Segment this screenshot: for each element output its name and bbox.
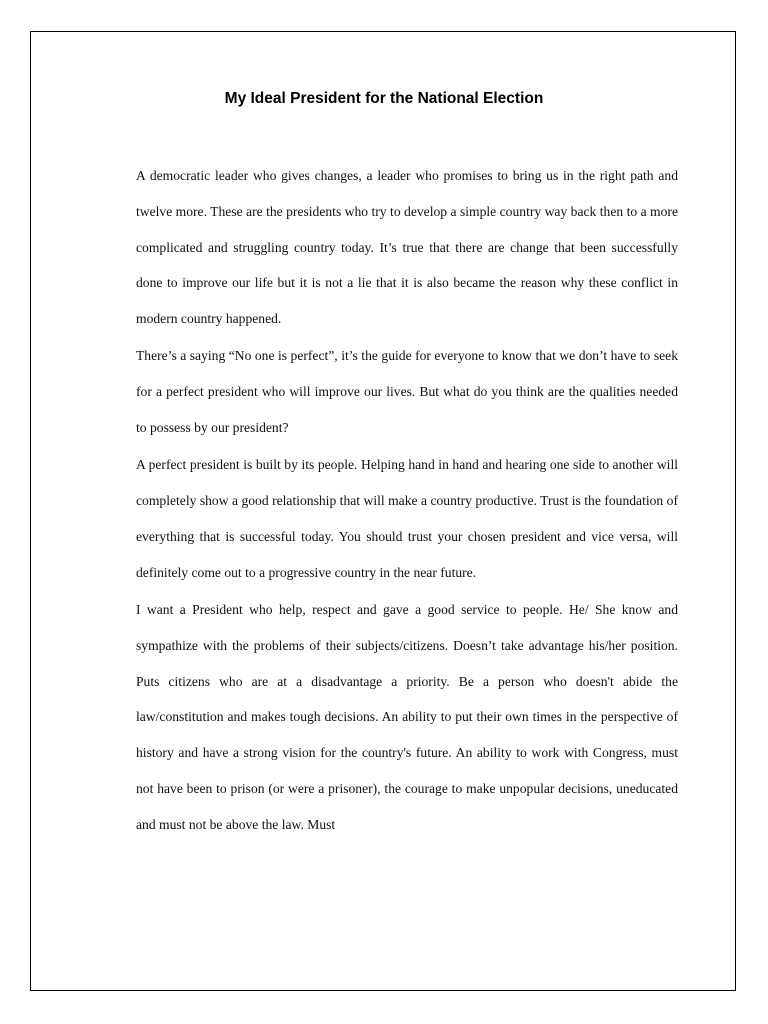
paragraph-2: There’s a saying “No one is perfect”, it’s the guide for everyone to know that we don’t have to seek for a perfect president who will improve our lives. But what do you think are the qualities needed to possess by our president? [136, 348, 678, 436]
document-title: My Ideal President for the National Election [224, 90, 544, 107]
paragraph-1: A democratic leader who gives changes, a leader who promises to bring us in the right path and twelve more. These are the presidents who try to develop a simple country way back then to a more complicated and struggling country today. It’s true that there are change that been successfully done to improve our life but it is not a lie that it is also became the reason why these conflict in modern country happened. [136, 168, 678, 327]
paragraph-4: I want a President who help, respect and gave a good service to people. He/ She know and sympathize with the problems of their subjects/citizens. Doesn’t take advantage his/her position. Puts citizens who are at a disadvantage a priority. Be a person who doesn't abide the law/constitution and makes tough decisions. An ability to put their own times in the perspective of history and have a strong vision for the country's future. An ability to work with Congress, must not have been to prison (or were a prisoner), the courage to make unpopular decisions, uneducated and must not be above the law. Must [136, 602, 678, 832]
document-body [136, 158, 678, 844]
paragraph-3: A perfect president is built by its people. Helping hand in hand and hearing one side to another will completely show a good relationship that will make a country productive. Trust is the foundation of everything that is successful today. You should trust your chosen president and vice versa, will definitely come out to a progressive country in the near future. [136, 457, 678, 580]
